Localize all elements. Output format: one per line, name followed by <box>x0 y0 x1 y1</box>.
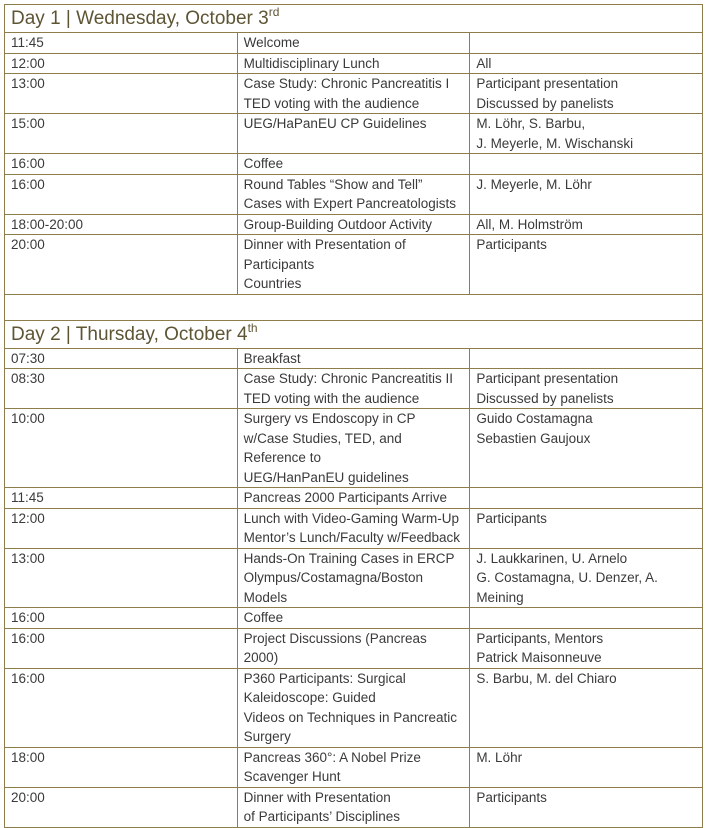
session-cell <box>237 548 470 568</box>
schedule-row <box>5 488 703 509</box>
schedule-row <box>5 74 703 114</box>
session-cell <box>237 114 470 154</box>
time-cell: 13:00 <box>5 74 238 114</box>
session-line: Lunch with Video-Gaming Warm-Up <box>243 510 459 526</box>
session-line: Cases with Expert Pancreatologists <box>243 196 457 211</box>
day-heading <box>5 320 703 348</box>
session-cell <box>237 33 470 54</box>
speakers-cell <box>470 214 703 235</box>
time-cell: 16:00 <box>5 668 238 747</box>
day-ordinal-suffix: rd <box>268 5 280 19</box>
session-line: Hands-On Training Cases in ERCP <box>243 550 455 566</box>
session-line: Case Study: Chronic Pancreatitis I <box>243 76 450 91</box>
session-line: Pancreas 360°: A Nobel Prize Scavenger Hunt <box>243 749 421 784</box>
session-cell <box>237 628 470 668</box>
day-heading <box>5 5 703 33</box>
speaker-line: Discussed by panelists <box>476 95 614 111</box>
session-cell <box>237 369 470 409</box>
session-line: of Participants’ Disciplines <box>243 809 400 824</box>
session-line: Breakfast <box>243 350 301 366</box>
session-line: Round Tables “Show and Tell” <box>243 176 423 192</box>
speakers-cell <box>470 548 703 568</box>
speakers-cell <box>470 53 703 74</box>
session-cell <box>237 747 470 787</box>
speaker-line: Discussed by panelists <box>476 390 614 406</box>
speaker-line: M. Löhr, S. Barbu, <box>476 116 586 131</box>
agenda-table <box>4 4 703 828</box>
speaker-line: Meining <box>476 589 524 605</box>
speaker-line: J. Laukkarinen, U. Arnelo <box>476 550 628 566</box>
session-line: Coffee <box>243 610 284 625</box>
session-line: Olympus/Costamagna/Boston Models <box>243 570 423 605</box>
session-line: w/Case Studies, TED, and Reference to <box>243 430 402 465</box>
schedule-row <box>5 668 703 747</box>
speakers-cell <box>470 114 703 154</box>
speaker-line: Patrick Maisonneuve <box>476 650 602 665</box>
speakers-cell <box>470 568 703 608</box>
session-line: Mentor’s Lunch/Faculty w/Feedback <box>243 530 461 545</box>
time-cell: 13:00 <box>5 548 238 568</box>
time-cell: 07:30 <box>5 348 238 369</box>
speaker-line: Participant presentation <box>476 371 619 386</box>
speaker-line: Participants <box>476 237 547 252</box>
speakers-cell <box>470 668 703 747</box>
time-cell: 18:00 <box>5 747 238 787</box>
speaker-line: Sebastien Gaujoux <box>476 430 591 446</box>
time-cell <box>5 568 238 608</box>
session-line: Multidisciplinary Lunch <box>243 55 380 71</box>
spacer-row <box>5 294 703 320</box>
schedule-row <box>5 369 703 409</box>
schedule-row <box>5 114 703 154</box>
time-cell: 16:00 <box>5 608 238 629</box>
schedule-row <box>5 548 703 568</box>
session-line: UEG/HanPanEU guidelines <box>243 469 409 485</box>
time-cell: 16:00 <box>5 154 238 175</box>
time-cell: 20:00 <box>5 787 238 827</box>
session-cell <box>237 508 470 548</box>
speakers-cell <box>470 787 703 827</box>
spacer-cell <box>5 294 703 320</box>
session-line: Countries <box>243 276 302 291</box>
time-cell: 16:00 <box>5 628 238 668</box>
session-cell <box>237 74 470 114</box>
time-cell: 20:00 <box>5 235 238 295</box>
time-cell: 12:00 <box>5 53 238 74</box>
time-cell: 11:45 <box>5 33 238 54</box>
speaker-line: J. Meyerle, M. Wischanski <box>476 135 634 151</box>
session-line: Surgery vs Endoscopy in CP <box>243 411 416 426</box>
session-line: Videos on Techniques in Pancreatic Surgery <box>243 709 458 744</box>
speaker-line: S. Barbu, M. del Chiaro <box>476 670 617 686</box>
session-cell <box>237 154 470 175</box>
day-ordinal-suffix: th <box>247 320 258 335</box>
speaker-line: J. Meyerle, M. Löhr <box>476 176 592 192</box>
time-cell: 08:30 <box>5 369 238 409</box>
speakers-cell <box>470 74 703 114</box>
speaker-line: All, M. Holmström <box>476 216 583 232</box>
speakers-cell <box>470 348 703 369</box>
day-header-row <box>5 5 703 33</box>
session-line: Dinner with Presentation <box>243 789 391 805</box>
time-cell: 15:00 <box>5 114 238 154</box>
schedule-row <box>5 174 703 214</box>
time-cell: 16:00 <box>5 174 238 214</box>
schedule-row <box>5 568 703 608</box>
speaker-line: Guido Costamagna <box>476 411 593 426</box>
speakers-cell <box>470 33 703 54</box>
schedule-row <box>5 787 703 827</box>
time-cell: 11:45 <box>5 488 238 509</box>
speaker-line: Participants <box>476 789 547 805</box>
speakers-cell <box>470 369 703 409</box>
schedule-row <box>5 409 703 488</box>
schedule-row <box>5 608 703 629</box>
schedule-row <box>5 508 703 548</box>
session-cell <box>237 214 470 235</box>
schedule-row <box>5 235 703 295</box>
speaker-line: M. Löhr <box>476 749 523 765</box>
session-cell <box>237 568 470 608</box>
schedule-row <box>5 53 703 74</box>
time-cell: 10:00 <box>5 409 238 488</box>
session-cell <box>237 668 470 747</box>
session-cell <box>237 608 470 629</box>
session-line: Pancreas 2000 Participants Arrive <box>243 490 448 505</box>
speaker-line: Participant presentation <box>476 76 619 91</box>
session-cell <box>237 53 470 74</box>
speaker-line: Participants <box>476 510 547 526</box>
session-cell <box>237 787 470 827</box>
day-title: Day 2 | Thursday, October 4 <box>11 323 248 345</box>
session-line: UEG/HaPanEU CP Guidelines <box>243 116 427 131</box>
session-cell <box>237 488 470 509</box>
session-line: TED voting with the audience <box>243 95 420 111</box>
schedule-row <box>5 154 703 175</box>
schedule-row <box>5 214 703 235</box>
schedule-row <box>5 33 703 54</box>
session-line: Coffee <box>243 156 284 171</box>
session-line: TED voting with the audience <box>243 390 420 406</box>
speakers-cell <box>470 235 703 295</box>
speakers-cell <box>470 747 703 787</box>
schedule-row <box>5 628 703 668</box>
speakers-cell <box>470 154 703 175</box>
session-line: Dinner with Presentation of Participants <box>243 237 406 272</box>
session-cell <box>237 174 470 214</box>
speakers-cell <box>470 628 703 668</box>
speakers-cell <box>470 409 703 488</box>
session-line: Case Study: Chronic Pancreatitis II <box>243 371 453 386</box>
session-cell <box>237 348 470 369</box>
session-line: P360 Participants: Surgical Kaleidoscope: Guided <box>243 670 406 705</box>
speakers-cell <box>470 508 703 548</box>
speaker-line: All <box>476 55 492 71</box>
speakers-cell <box>470 174 703 214</box>
day-header-row <box>5 320 703 348</box>
speaker-line: G. Costamagna, U. Denzer, A. <box>476 570 658 585</box>
schedule-row <box>5 747 703 787</box>
session-line: Group-Building Outdoor Activity <box>243 216 432 232</box>
session-line: Welcome <box>243 35 300 50</box>
speakers-cell <box>470 608 703 629</box>
time-cell: 18:00-20:00 <box>5 214 238 235</box>
speaker-line: Participants, Mentors <box>476 630 604 646</box>
day-title: Day 1 | Wednesday, October 3 <box>11 8 269 29</box>
schedule-row <box>5 348 703 369</box>
speakers-cell <box>470 488 703 509</box>
session-cell <box>237 235 470 295</box>
session-cell <box>237 409 470 488</box>
session-line: Project Discussions (Pancreas 2000) <box>243 630 427 665</box>
time-cell: 12:00 <box>5 508 238 548</box>
